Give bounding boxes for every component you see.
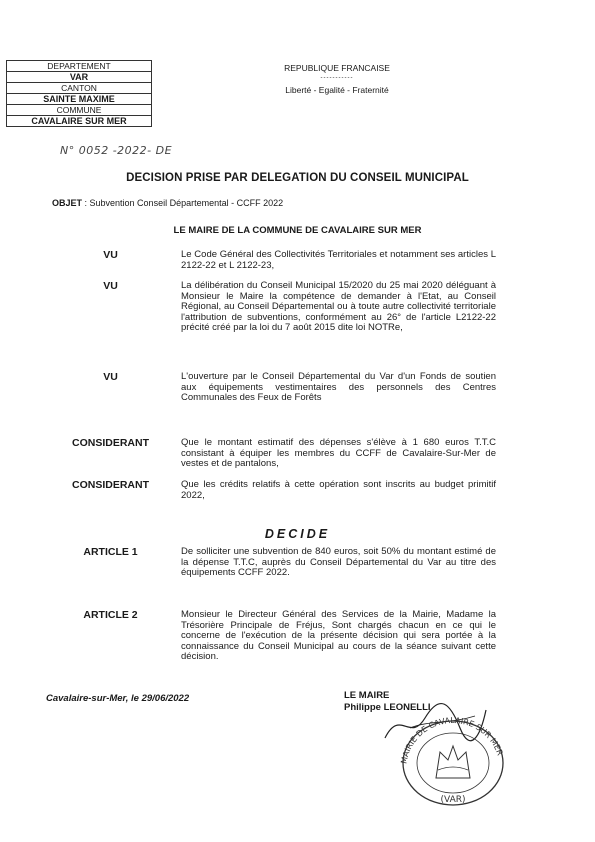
- object-line: [52, 198, 283, 208]
- clause-keyword: VU: [103, 371, 118, 383]
- signatory-name: Philippe LEONELLI: [344, 702, 431, 713]
- republic-block: [262, 62, 412, 96]
- article-keyword: ARTICLE 2: [83, 609, 138, 621]
- clause-keyword: VU: [103, 249, 118, 261]
- clause-keyword: VU: [103, 280, 118, 292]
- clause-text: Que le montant estimatif des dépenses s'élève à 1 680 euros T.T.C consistant à équiper les membres du CCFF de Cavalaire-Sur-Mer de vestes et de pantalons,: [181, 437, 496, 469]
- commune-value: CAVALAIRE SUR MER: [7, 116, 152, 127]
- clause-text: Que les crédits relatifs à cette opération sont inscrits au budget primitif 2022,: [181, 479, 496, 501]
- clause-keyword: CONSIDERANT: [71, 479, 149, 491]
- commune-label: COMMUNE: [7, 105, 152, 116]
- municipal-stamp: [388, 708, 518, 808]
- republic-motto: Liberté - Egalité - Fraternité: [285, 85, 389, 95]
- object-label: OBJET: [52, 198, 83, 208]
- administrative-header-table: [6, 60, 152, 127]
- decision-number: N° 0052 -2022- DE: [60, 144, 173, 157]
- article-text: De solliciter une subvention de 840 euros, soit 50% du montant estimé de la dépense T.T.C, auprès du Conseil Départemental du Var au titre des équipements CCFF 2022.: [181, 546, 496, 578]
- clause-row: [40, 250, 560, 271]
- clause-row: [40, 480, 560, 501]
- stamp-text-bottom: (VAR): [440, 795, 466, 805]
- canton-label: CANTON: [7, 83, 152, 94]
- place-date: Cavalaire-sur-Mer, le 29/06/2022: [46, 693, 190, 704]
- republic-separator: -----------: [320, 75, 354, 81]
- clause-row: [40, 281, 560, 334]
- department-label: DEPARTEMENT: [7, 61, 152, 72]
- article-text: Monsieur le Directeur Général des Services de la Mairie, Madame la Trésorière Principale de Fréjus, Sont chargés chacun en ce qui le concerne de l'exécution de la présente décision qui sera portée à la connaissance du Conseil Municipal au cours de la séance suivant cette décision.: [181, 609, 496, 662]
- canton-value: SAINTE MAXIME: [7, 94, 152, 105]
- document-title: DECISION PRISE PAR DELEGATION DU CONSEIL MUNICIPAL: [126, 172, 469, 184]
- clause-text: L'ouverture par le Conseil Départemental du Var d'un Fonds de soutien aux équipements vestimentaires des personnels des Centres Communales des Feux de Forêts: [181, 371, 496, 403]
- clause-text: Le Code Général des Collectivités Territoriales et notamment ses articles L 2122-22 et L 2122-23,: [181, 249, 496, 271]
- mayor-heading: LE MAIRE DE LA COMMUNE DE CAVALAIRE SUR MER: [173, 225, 422, 236]
- signatory-title: LE MAIRE: [344, 690, 390, 701]
- clause-keyword: CONSIDERANT: [71, 437, 149, 449]
- clause-row: [40, 372, 560, 404]
- clause-row: [40, 438, 560, 470]
- article-keyword: ARTICLE 1: [83, 546, 138, 558]
- stamp-text-arc: MAIRIE DE CAVALAIRE SUR MER: [399, 715, 505, 765]
- republic-name: REPUBLIQUE FRANCAISE: [284, 63, 390, 73]
- decide-heading: DECIDE: [264, 527, 331, 541]
- object-text: : Subvention Conseil Départemental - CCFF 2022: [82, 198, 284, 208]
- article-row: [40, 547, 560, 579]
- department-value: VAR: [7, 72, 152, 83]
- clause-text: La délibération du Conseil Municipal 15/2020 du 25 mai 2020 déléguant à Monsieur le Maire la compétence de demander à l'Etat, au Conseil Régional, au Conseil Départemental ou à toute autre collectivité territoriale l'attribution de subventions, conformément au 26° de l'article L2122-22 précité créé par la loi du 7 août 2015 dite loi NOTRe,: [181, 280, 496, 333]
- article-row: [40, 610, 560, 663]
